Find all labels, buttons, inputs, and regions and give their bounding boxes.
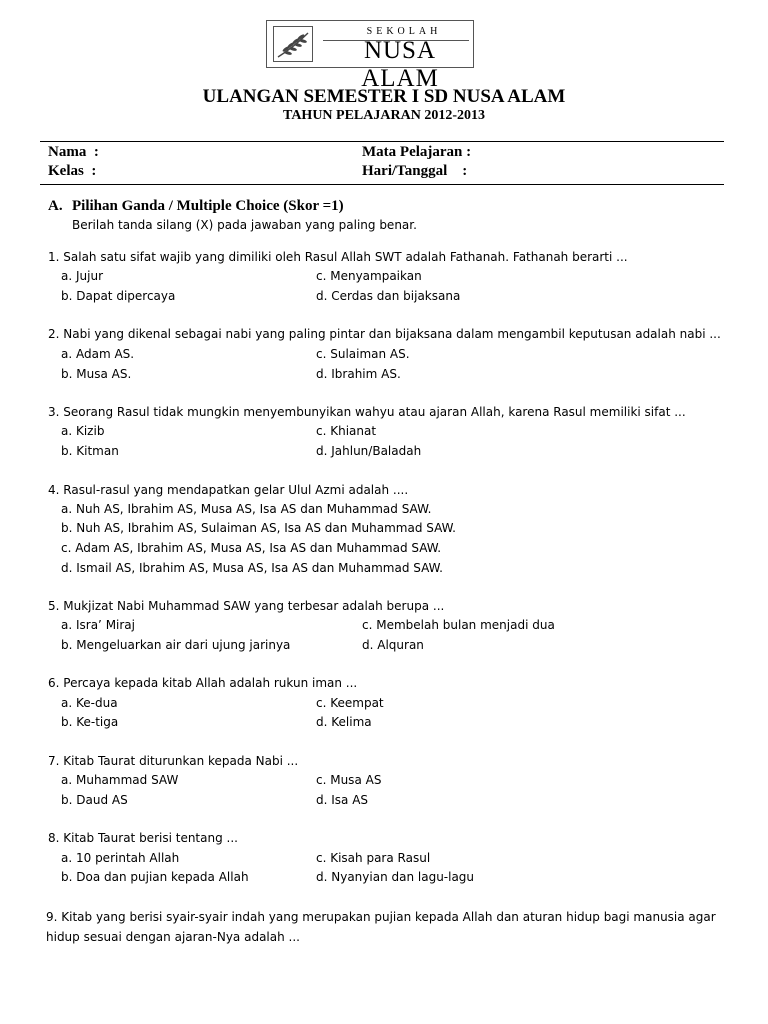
divider-bottom [40,184,724,185]
q5-option-d: d. Alquran [362,638,424,652]
q1-option-a: a. Jujur [61,269,103,283]
question-1: 1. Salah satu sifat wajib yang dimiliki oleh Rasul Allah SWT adalah Fathanah. Fathanah berarti ... [48,250,628,264]
q1-option-c: c. Menyampaikan [316,269,422,283]
section-title: Pilihan Ganda / Multiple Choice (Skor =1) [72,198,344,214]
q2-option-c: c. Sulaiman AS. [316,347,410,361]
q3-option-a: a. Kizib [61,424,105,438]
q3-option-c: c. Khianat [316,424,377,438]
logo-text-top: SEKOLAH [366,26,442,37]
q4-option-d: d. Ismail AS, Ibrahim AS, Musa AS, Isa AS dan Muhammad SAW. [61,561,443,575]
mata-pelajaran-field: Mata Pelajaran : [362,144,472,160]
q8-option-d: d. Nyanyian dan lagu-lagu [316,870,475,884]
q5-option-b: b. Mengeluarkan air dari ujung jarinya [61,638,291,652]
q1-option-d: d. Cerdas dan bijaksana [316,289,461,303]
q6-option-b: b. Ke-tiga [61,715,119,729]
question-5: 5. Mukjizat Nabi Muhammad SAW yang terbesar adalah berupa ... [48,599,445,613]
question-8: 8. Kitab Taurat berisi tentang ... [48,831,238,845]
q5-option-c: c. Membelah bulan menjadi dua [362,618,555,632]
q8-option-c: c. Kisah para Rasul [316,851,431,865]
q3-option-b: b. Kitman [61,444,119,458]
question-7: 7. Kitab Taurat diturunkan kepada Nabi ... [48,754,299,768]
q4-option-a: a. Nuh AS, Ibrahim AS, Musa AS, Isa AS dan Muhammad SAW. [61,502,432,516]
section-letter: A. [48,198,63,214]
q6-option-c: c. Keempat [316,696,384,710]
q2-option-a: a. Adam AS. [61,347,135,361]
q6-option-d: d. Kelima [316,715,372,729]
q7-option-c: c. Musa AS [316,773,382,787]
q4-option-b: b. Nuh AS, Ibrahim AS, Sulaiman AS, Isa AS dan Muhammad SAW. [61,521,456,535]
section-instruction: Berilah tanda silang (X) pada jawaban yang paling benar. [72,218,417,232]
q3-option-d: d. Jahlun/Baladah [316,444,422,458]
exam-subtitle: TAHUN PELAJARAN 2012-2013 [283,108,485,123]
question-6: 6. Percaya kepada kitab Allah adalah rukun iman ... [48,676,358,690]
question-4: 4. Rasul-rasul yang mendapatkan gelar Ulul Azmi adalah .... [48,483,409,497]
q8-option-b: b. Doa dan pujian kepada Allah [61,870,249,884]
exam-title: ULANGAN SEMESTER I SD NUSA ALAM [202,86,566,107]
section-heading [48,198,344,215]
nama-field: Nama : [48,144,99,160]
q2-option-b: b. Musa AS. [61,367,132,381]
question-2: 2. Nabi yang dikenal sebagai nabi yang paling pintar dan bijaksana dalam mengambil keputusan adalah nabi ... [48,327,721,341]
q2-option-d: d. Ibrahim AS. [316,367,401,381]
hari-tanggal-field: Hari/Tanggal : [362,163,468,179]
q1-option-b: b. Dapat dipercaya [61,289,176,303]
q7-option-a: a. Muhammad SAW [61,773,179,787]
q8-option-a: a. 10 perintah Allah [61,851,180,865]
school-logo [266,20,474,92]
q7-option-d: d. Isa AS [316,793,369,807]
logo-text-main: NUSA ALAM [361,37,439,92]
question-9: 9. Kitab yang berisi syair-syair indah yang merupakan pujian kepada Allah dan aturan hidup bagi manusia agar hidup sesuai dengan ajaran-Nya adalah ... [46,910,716,944]
kelas-field: Kelas : [48,163,97,179]
q4-option-c: c. Adam AS, Ibrahim AS, Musa AS, Isa AS dan Muhammad SAW. [61,541,442,555]
wheat-emblem-icon [273,26,313,62]
q5-option-a: a. Isra’ Miraj [61,618,135,632]
q7-option-b: b. Daud AS [61,793,128,807]
question-3: 3. Seorang Rasul tidak mungkin menyembunyikan wahyu atau ajaran Allah, karena Rasul memiliki sifat ... [48,405,686,419]
divider-top [40,141,724,142]
q6-option-a: a. Ke-dua [61,696,118,710]
